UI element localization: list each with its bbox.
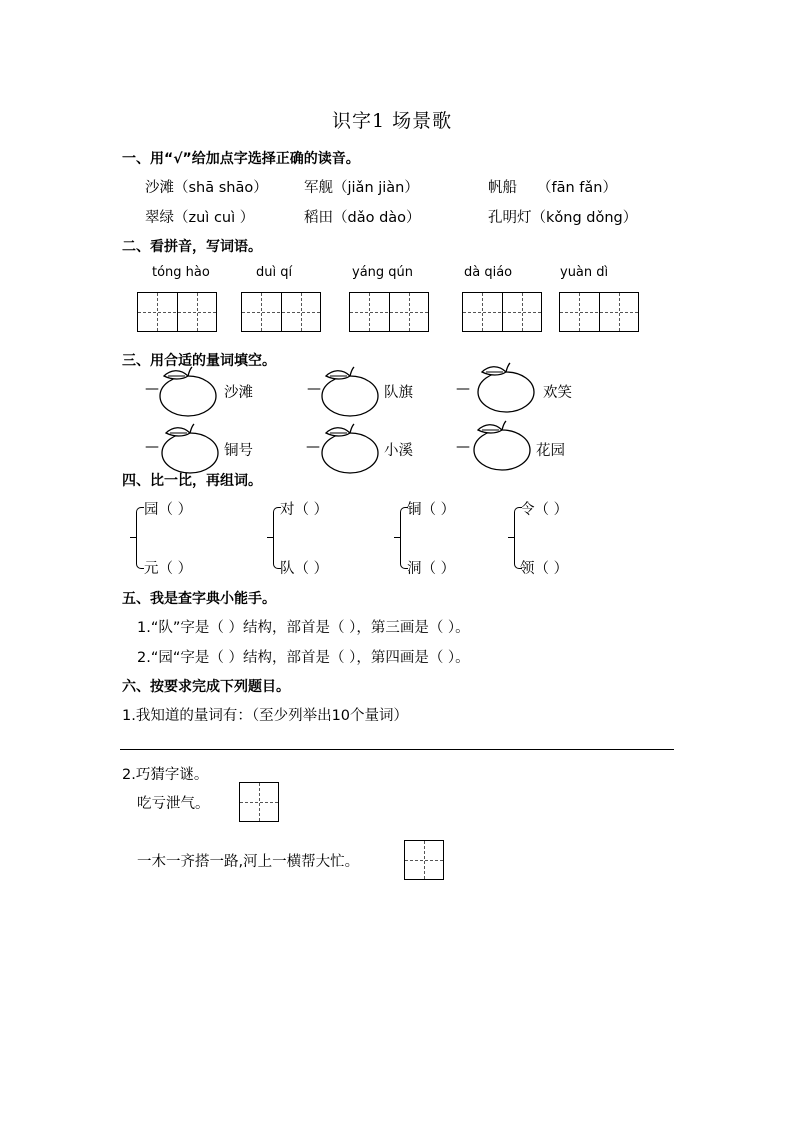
q1-options: （zuì cuì ） <box>174 210 255 226</box>
brace-tip <box>130 537 136 538</box>
q1-item-1 <box>145 176 268 197</box>
brace-tip <box>508 537 514 538</box>
brace-tip <box>394 537 400 538</box>
q4-top-4: 令（ ） <box>520 502 569 518</box>
tangerine-icon <box>320 423 382 475</box>
page-title: 识字1 场景歌 <box>332 110 453 132</box>
section-4-heading: 四、比一比，再组词。 <box>122 473 262 489</box>
q4-top-1: 园（ ） <box>144 502 193 518</box>
q1-item-4 <box>145 206 254 227</box>
riddle-1: 吃亏泄气。 <box>137 796 210 812</box>
q2-pinyin-2: duì qí <box>256 265 293 280</box>
q3-word-2: 队旗 <box>384 385 413 401</box>
q1-options: （jiǎn jiàn） <box>333 180 419 196</box>
q3-dash-5: — <box>306 439 320 455</box>
q2-writing-box-3[interactable] <box>349 292 429 332</box>
q2-pinyin-3: yáng qún <box>352 265 414 280</box>
q3-word-6: 花园 <box>536 443 565 459</box>
q2-pinyin-1: tóng hào <box>152 265 210 280</box>
section-2-heading: 二、看拼音，写词语。 <box>122 239 262 255</box>
q4-bottom-3: 洞（ ） <box>407 561 456 577</box>
q1-item-2 <box>304 176 419 197</box>
q3-dash-4: — <box>145 439 159 455</box>
q2-writing-box-4[interactable] <box>462 292 542 332</box>
q4-bottom-2: 队（ ） <box>280 561 329 577</box>
q1-word: 帆船 <box>488 180 517 196</box>
brace <box>136 507 144 569</box>
tangerine-icon <box>476 362 538 414</box>
tangerine-icon <box>472 420 534 472</box>
q3-dash-2: — <box>307 381 321 397</box>
q1-word: 稻田 <box>304 210 333 226</box>
q6-item-2: 2.巧猜字谜。 <box>122 767 209 783</box>
q2-pinyin-4: dà qiáo <box>464 265 513 280</box>
q4-bottom-4: 领（ ） <box>520 561 569 577</box>
q6-item-1: 1.我知道的量词有：（至少列举出10个量词） <box>122 708 409 724</box>
tangerine-icon <box>320 366 382 418</box>
q3-dash-1: — <box>145 381 159 397</box>
q4-top-3: 铜（ ） <box>407 502 456 518</box>
q1-item-6 <box>488 206 637 227</box>
q1-options: （dǎo dào） <box>333 210 421 226</box>
q4-top-2: 对（ ） <box>280 502 329 518</box>
q3-dash-6: — <box>456 439 470 455</box>
q1-item-5 <box>304 206 421 227</box>
q1-word: 军舰 <box>304 180 333 196</box>
riddle-2: 一木一齐搭一路,河上一横帮大忙。 <box>137 854 360 870</box>
riddle-1-answer-box[interactable] <box>239 782 279 822</box>
tangerine-icon <box>158 366 220 418</box>
q1-word: 翠绿 <box>145 210 174 226</box>
answer-line[interactable] <box>120 749 674 750</box>
q2-writing-box-2[interactable] <box>241 292 321 332</box>
q2-pinyin-5: yuàn dì <box>560 265 609 280</box>
q5-item-1: 1.“队”字是（ ）结构，部首是（ ），第三画是（ ）。 <box>137 620 470 636</box>
tangerine-icon <box>160 423 222 475</box>
q1-word: 孔明灯 <box>488 210 532 226</box>
brace-tip <box>267 537 273 538</box>
section-5-heading: 五、我是查字典小能手。 <box>122 591 276 607</box>
q5-item-2: 2.“园“字是（ ）结构，部首是（ ），第四画是（ ）。 <box>137 650 470 666</box>
q2-writing-box-1[interactable] <box>137 292 217 332</box>
q1-word: 沙滩 <box>145 180 174 196</box>
q3-word-5: 小溪 <box>384 443 413 459</box>
q3-word-3: 欢笑 <box>543 385 572 401</box>
q3-dash-3: — <box>456 381 470 397</box>
section-6-heading: 六、按要求完成下列题目。 <box>122 679 290 695</box>
q4-bottom-1: 元（ ） <box>144 561 193 577</box>
q2-writing-box-5[interactable] <box>559 292 639 332</box>
q1-item-3 <box>488 176 617 197</box>
q3-word-1: 沙滩 <box>224 385 253 401</box>
q1-options: （fān fǎn） <box>537 180 617 196</box>
section-3-heading: 三、用合适的量词填空。 <box>122 353 276 369</box>
q3-word-4: 铜号 <box>224 443 253 459</box>
riddle-2-answer-box[interactable] <box>404 840 444 880</box>
section-1-heading: 一、用“√”给加点字选择正确的读音。 <box>122 151 360 167</box>
q1-options: （kǒng dǒng） <box>531 210 638 226</box>
q1-options: （shā shāo） <box>174 180 268 196</box>
